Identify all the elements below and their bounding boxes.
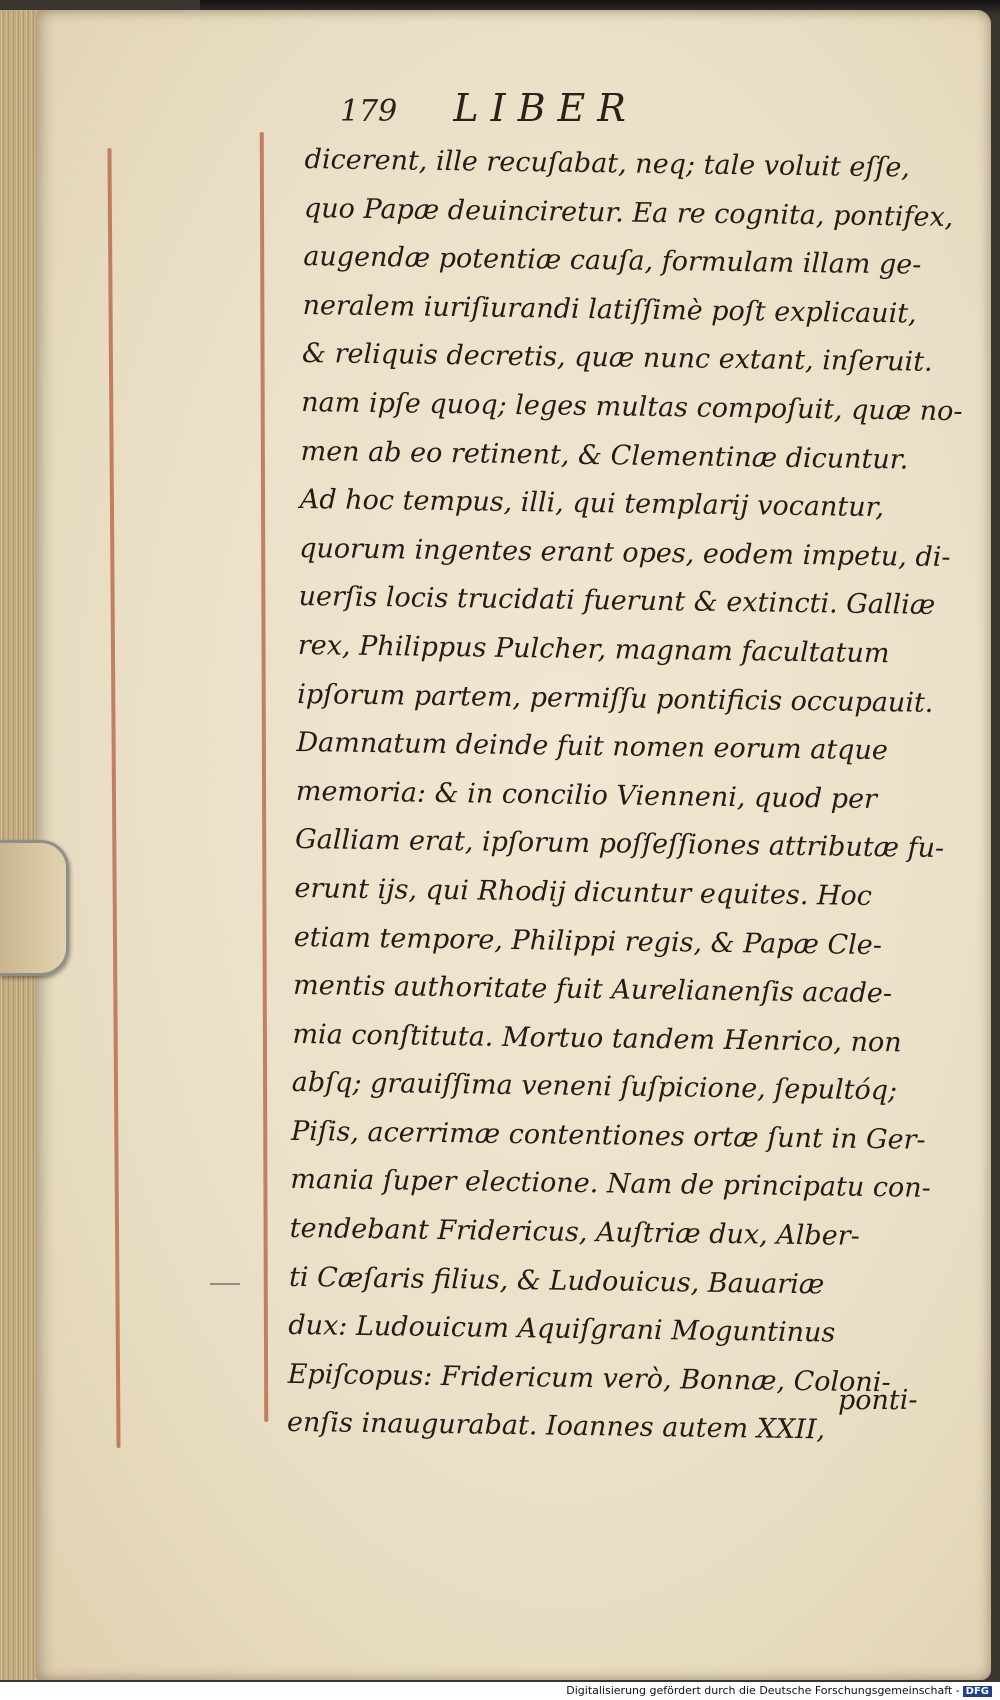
text-line: Ad hoc tempus, illi, qui templarij vocantur, bbox=[299, 484, 885, 524]
text-line: dux: Ludouicum Aquiſgrani Moguntinus bbox=[288, 1310, 836, 1349]
text-line: ipſorum partem, permiſſu pontificis occupauit. bbox=[296, 678, 934, 719]
text-line: mania ſuper electione. Nam de principatu con- bbox=[290, 1164, 931, 1205]
text-line: Epiſcopus: Fridericum verò, Bonnæ, Coloni- bbox=[287, 1358, 891, 1399]
text-line: Galliam erat, ipſorum poſſeſſiones attributæ fu- bbox=[294, 824, 945, 865]
text-line: enſis inaugurabat. Ioannes autem XXII, bbox=[286, 1407, 826, 1446]
text-line: Damnatum deinde fuit nomen eorum atque bbox=[296, 727, 889, 767]
text-line: memoria: & in concilio Vienneni, quod per bbox=[295, 775, 878, 815]
text-line: ti Cæſaris filius, & Ludouicus, Bauariæ bbox=[288, 1261, 825, 1301]
text-line: dicerent, ille recuſabat, neq; tale voluit eſſe, bbox=[304, 143, 911, 184]
body-text bbox=[287, 136, 965, 1457]
text-line: tendebant Fridericus, Auſtriæ dux, Alber- bbox=[289, 1212, 860, 1252]
text-line: mia conſtituta. Mortuo tandem Henrico, non bbox=[292, 1018, 902, 1059]
text-line: quo Papæ deuinciretur. Ea re cognita, pontifex, bbox=[303, 192, 954, 233]
text-line: neralem iuriſiurandi latiſſimè poſt explicauit, bbox=[302, 289, 917, 330]
running-head bbox=[340, 86, 638, 130]
text-line: Piſis, acerrimæ contentiones ortæ ſunt in Ger- bbox=[290, 1115, 926, 1156]
text-line: mentis authoritate fuit Aurelianenſis acade- bbox=[292, 970, 893, 1010]
text-line: abſq; grauiſſima veneni ſuſpicione, ſepultóq; bbox=[291, 1067, 898, 1107]
pen-mark bbox=[210, 1283, 240, 1285]
text-line: & reliquis decretis, quæ nunc extant, inſeruit. bbox=[301, 338, 933, 379]
text-line: augendæ potentiæ cauſa, formulam illam ge- bbox=[303, 241, 922, 281]
text-line: nam ipſe quoq; leges multas compoſuit, quæ no- bbox=[301, 386, 963, 428]
catchword: ponti- bbox=[838, 1385, 918, 1416]
credit-text: Digitalisierung gefördert durch die Deutsche Forschungsgemeinschaft - bbox=[566, 1684, 960, 1697]
running-title: LIBER bbox=[453, 86, 638, 130]
page-number: 179 bbox=[340, 94, 398, 129]
clasp bbox=[0, 840, 69, 976]
text-line: etiam tempore, Philippi regis, & Papæ Cle- bbox=[293, 921, 883, 961]
text-line: erunt ijs, qui Rhodij dicuntur equites. Hoc bbox=[294, 872, 873, 912]
dfg-logo: DFG bbox=[963, 1686, 992, 1697]
text-line: men ab eo retinent, & Clementinæ dicuntur. bbox=[300, 435, 909, 476]
text-line: rex, Philippus Pulcher, magnam facultatum bbox=[297, 629, 890, 670]
text-line: quorum ingentes erant opes, eodem impetu, di- bbox=[299, 532, 951, 573]
text-line: uerſis locis trucidati fuerunt & extincti. Galliæ bbox=[298, 581, 936, 622]
digitization-credit bbox=[566, 1684, 992, 1697]
